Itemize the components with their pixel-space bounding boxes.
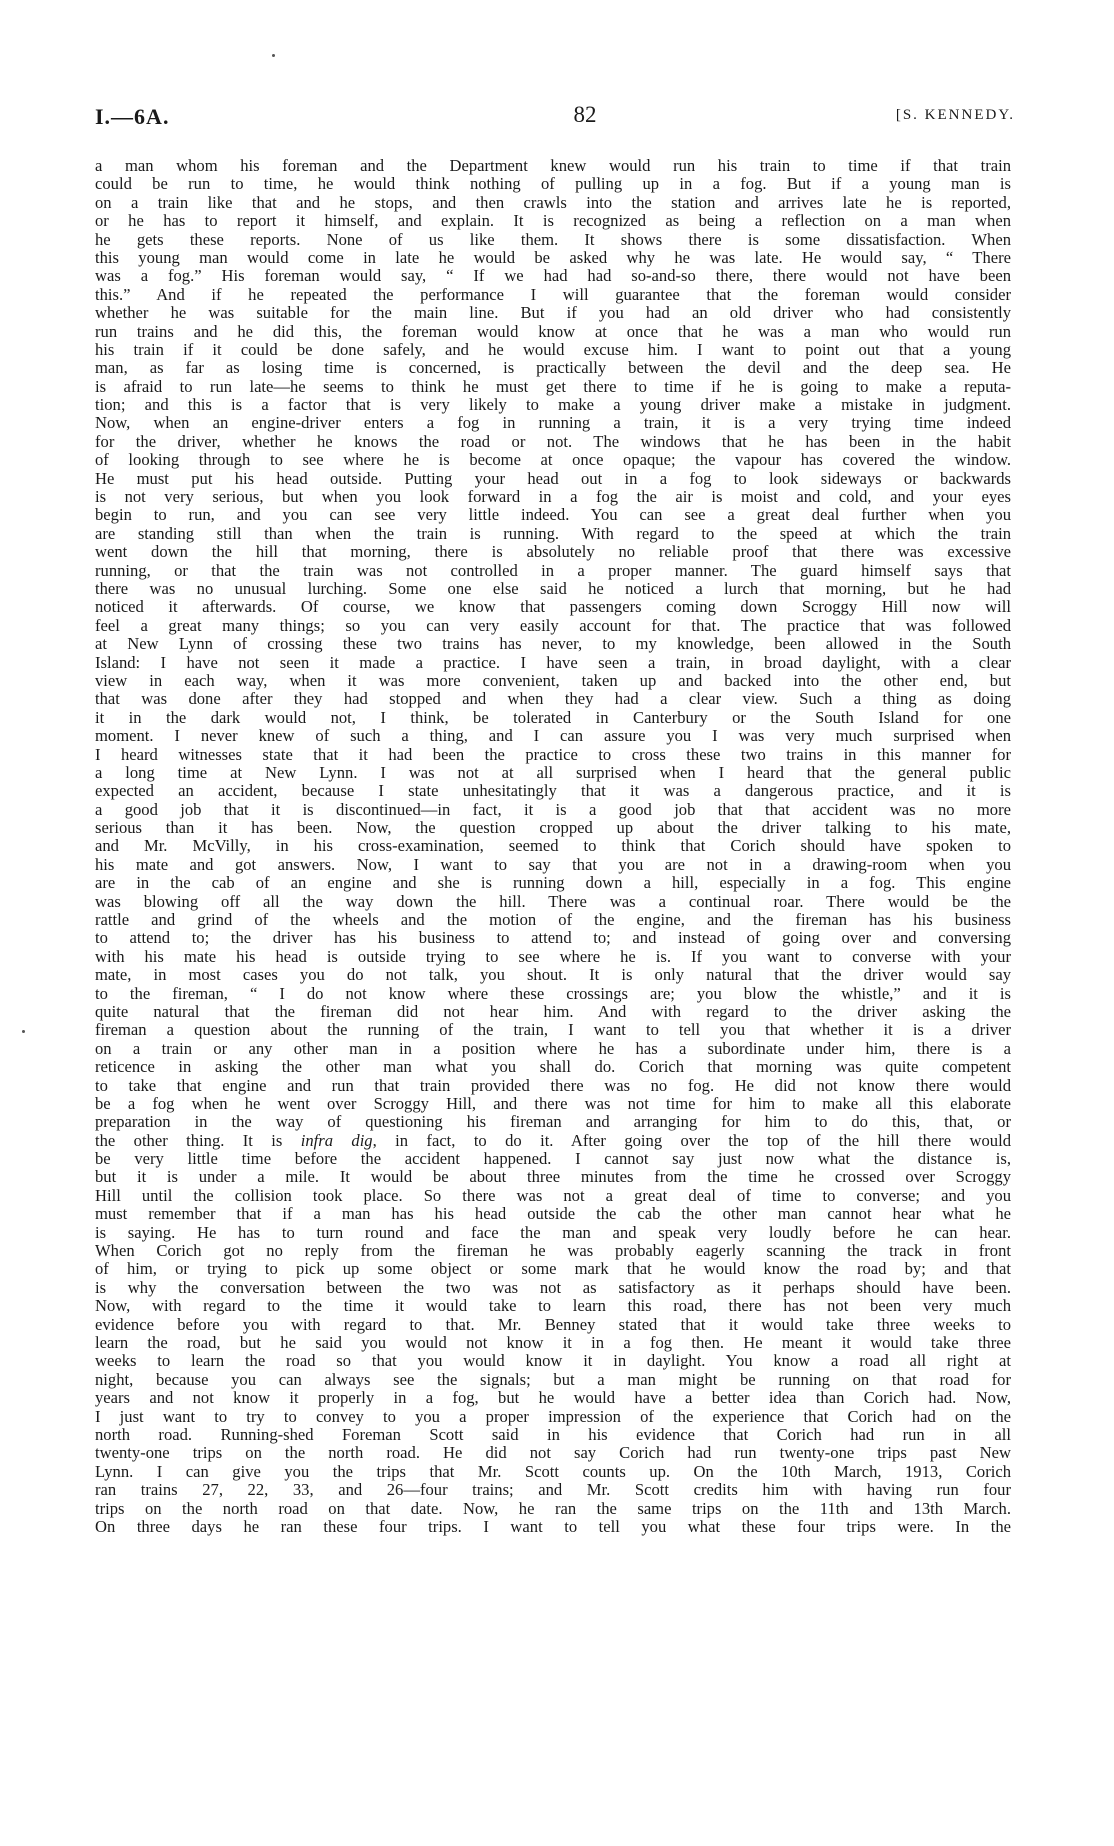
- text-line: Now, with regard to the time it would take to learn this road, there has not been very much: [95, 1297, 1011, 1316]
- text-line: moment. I never knew of such a thing, and I can assure you I was very much surprised when: [95, 727, 1011, 746]
- text-line: to take that engine and run that train provided there was no fog. He did not know there would: [95, 1076, 1011, 1095]
- text-line: mate, in most cases you do not talk, you shout. It is only natural that the driver would say: [95, 966, 1011, 985]
- text-line: a man whom his foreman and the Department knew would run his train to time if that train: [95, 157, 1011, 175]
- text-line: weeks to learn the road so that you would know it in daylight. You know a road all right at: [95, 1352, 1011, 1371]
- text-line: feel a great many things; so you can very easily account for that. The practice that was followed: [95, 616, 1011, 635]
- text-line: there was no unusual lurching. Some one else said he noticed a lurch that morning, but he had: [95, 579, 1011, 598]
- text-line: ran trains 27, 22, 33, and 26—four trains; and Mr. Scott credits him with having run four: [95, 1481, 1011, 1500]
- text-line: is why the conversation between the two was not as satisfactory as it perhaps should have been.: [95, 1278, 1011, 1297]
- stray-mark: [272, 54, 275, 57]
- italic-phrase: infra dig: [300, 1131, 373, 1150]
- text-line: must remember that if a man has his head outside the cab the other man cannot hear what he: [95, 1205, 1011, 1224]
- text-line: could be run to time, he would think nothing of pulling up in a fog. But if a young man is: [95, 175, 1011, 194]
- text-line: a long time at New Lynn. I was not at all surprised when I heard that the general public: [95, 763, 1011, 782]
- text-line: trips on the north road on that date. Now, he ran the same trips on the 11th and 13th March.: [95, 1499, 1011, 1518]
- text-line: he gets these reports. None of us like them. It shows there is some dissatisfaction. When: [95, 230, 1011, 249]
- text-line: Hill until the collision took place. So there was not a great deal of time to converse; and you: [95, 1186, 1011, 1205]
- text-line: this young man would come in late he would be asked why he was late. He would say, “ There: [95, 248, 1011, 267]
- text-line: fireman a question about the running of the train, I want to tell you that whether it is a driver: [95, 1021, 1011, 1040]
- text-line: He must put his head outside. Putting your head out in a fog to look sideways or backwards: [95, 469, 1011, 488]
- text-line: evidence before you with regard to that. Mr. Benney stated that it would take three weeks to: [95, 1315, 1011, 1334]
- margin-dot: [22, 1030, 25, 1033]
- text-line: this.” And if he repeated the performance I will guarantee that the foreman would consider: [95, 285, 1011, 304]
- text-line: I just want to try to convey to you a proper impression of the experience that Corich had on the: [95, 1407, 1011, 1426]
- text-line: or he has to report it himself, and explain. It is recognized as being a reflection on a man when: [95, 212, 1011, 231]
- text-line: tion; and this is a factor that is very likely to make a young driver make a mistake in judgment.: [95, 396, 1011, 415]
- text-line: expected an accident, because I state unhesitatingly that it was a dangerous practice, and it is: [95, 782, 1011, 801]
- text-line: that was done after they had stopped and when they had a clear view. Such a thing as doing: [95, 690, 1011, 709]
- text-line: it in the dark would not, I think, be tolerated in Canterbury or the South Island for one: [95, 708, 1011, 727]
- text-line: preparation in the way of questioning his fireman and arranging for him to do this, that, or: [95, 1113, 1011, 1132]
- text-line: went down the hill that morning, there is absolutely no reliable proof that there was excessive: [95, 543, 1011, 562]
- text-line: Now, when an engine-driver enters a fog in running a train, it is a very trying time indeed: [95, 414, 1011, 433]
- text-line: was blowing off all the way down the hill. There was a continual roar. There would be the: [95, 892, 1011, 911]
- speaker-name: [S. KENNEDY.: [895, 107, 1015, 123]
- text-line: was a fog.” His foreman would say, “ If we had had so-and-so there, there would not have been: [95, 267, 1011, 286]
- text-line: north road. Running-shed Foreman Scott said in his evidence that Corich had run in all: [95, 1425, 1011, 1444]
- text-line: noticed it afterwards. Of course, we know that passengers coming down Scroggy Hill now will: [95, 598, 1011, 617]
- text-line: night, because you can always see the signals; but a man might be running on that road for: [95, 1370, 1011, 1389]
- text-line: on a train like that and he stops, and then crawls into the station and arrives late he is reported,: [95, 193, 1011, 212]
- section-reference: I.—6A.: [95, 104, 170, 129]
- text-line: rattle and grind of the wheels and the motion of the engine, and the fireman has his business: [95, 911, 1011, 930]
- text-line: reticence in asking the other man what you shall do. Corich that morning was quite competent: [95, 1058, 1011, 1077]
- text-line: with his mate his head is outside trying to see where he is. If you want to converse with your: [95, 947, 1011, 966]
- text-line: is not very serious, but when you look forward in a fog the air is moist and cold, and your eyes: [95, 488, 1011, 507]
- page-number: 82: [573, 102, 597, 127]
- text-line: man, as far as losing time is concerned, is practically between the devil and the deep sea. He: [95, 359, 1011, 378]
- text-line: serious than it has been. Now, the question cropped up about the driver talking to his mate,: [95, 819, 1011, 838]
- text-line: Island: I have not seen it made a practice. I have seen a train, in broad daylight, with a clear: [95, 653, 1011, 672]
- text-line: years and not know it properly in a fog, but he would have a better idea than Corich had. Now,: [95, 1389, 1011, 1408]
- text-line: twenty-one trips on the north road. He did not say Corich had run twenty-one trips past New: [95, 1444, 1011, 1463]
- text-line: his train if it could be done safely, and he would excuse him. I want to point out that a young: [95, 340, 1011, 359]
- text-line: On three days he ran these four trips. I want to tell you what these four trips were. In the: [95, 1517, 1011, 1536]
- text-line: begin to run, and you can see very little indeed. You can see a great deal further when you: [95, 506, 1011, 525]
- text-line: view in each way, when it was more convenient, taken up and backed into the other end, but: [95, 671, 1011, 690]
- text-line: run trains and he did this, the foreman would know at once that he was a man who would run: [95, 322, 1011, 341]
- text-line: are in the cab of an engine and she is running down a hill, especially in a fog. This engine: [95, 874, 1011, 893]
- text-line: to attend to; the driver has his business to attend to; and instead of going over and conversing: [95, 929, 1011, 948]
- page-header: [95, 104, 1015, 134]
- text-line: to the fireman, “ I do not know where these crossings are; you blow the whistle,” and it is: [95, 984, 1011, 1003]
- text-line: is afraid to run late—he seems to think he must get there to time if he is going to make a reputa-: [95, 377, 1011, 396]
- text-line: for the driver, whether he knows the road or not. The windows that he has been in the habit: [95, 432, 1011, 451]
- testimony-text: [95, 157, 1011, 1536]
- text-line: are standing still than when the train is running. With regard to the speed at which the train: [95, 524, 1011, 543]
- text-line: be very little time before the accident happened. I cannot say just now what the distance is,: [95, 1150, 1011, 1169]
- text-line: at New Lynn of crossing these two trains has never, to my knowledge, been allowed in the South: [95, 635, 1011, 654]
- text-line: the other thing. It is infra dig, in fact, to do it. After going over the top of the hill there would: [95, 1131, 1011, 1150]
- text-line: of him, or trying to pick up some object or some mark that he would know the road by; and that: [95, 1260, 1011, 1279]
- text-line: whether he was suitable for the main line. But if you had an old driver who had consistently: [95, 304, 1011, 323]
- text-line: a good job that it is discontinued—in fact, it is a good job that that accident was no more: [95, 800, 1011, 819]
- text-line: I heard witnesses state that it had been the practice to cross these two trains in this manner for: [95, 745, 1011, 764]
- text-line: on a train or any other man in a position where he has a subordinate under him, there is a: [95, 1039, 1011, 1058]
- text-line: be a fog when he went over Scroggy Hill, and there was not time for him to make all this elaborate: [95, 1094, 1011, 1113]
- text-line: When Corich got no reply from the fireman he was probably eagerly scanning the track in front: [95, 1242, 1011, 1261]
- text-line: is saying. He has to turn round and face the man and speak very loudly before he can hear.: [95, 1223, 1011, 1242]
- text-line: running, or that the train was not controlled in a proper manner. The guard himself says that: [95, 561, 1011, 580]
- text-line: learn the road, but he said you would not know it in a fog then. He meant it would take three: [95, 1334, 1011, 1352]
- text-line: of looking through to see where he is become at once opaque; the vapour has covered the window.: [95, 451, 1011, 470]
- text-line: but it is under a mile. It would be about three minutes from the time he crossed over Scroggy: [95, 1168, 1011, 1187]
- text-line: quite natural that the fireman did not hear him. And with regard to the driver asking the: [95, 1002, 1011, 1021]
- text-line: Lynn. I can give you the trips that Mr. Scott counts up. On the 10th March, 1913, Corich: [95, 1462, 1011, 1481]
- text-line: his mate and got answers. Now, I want to say that you are not in a drawing-room when you: [95, 855, 1011, 874]
- text-line: and Mr. McVilly, in his cross-examination, seemed to think that Corich should have spoken to: [95, 837, 1011, 856]
